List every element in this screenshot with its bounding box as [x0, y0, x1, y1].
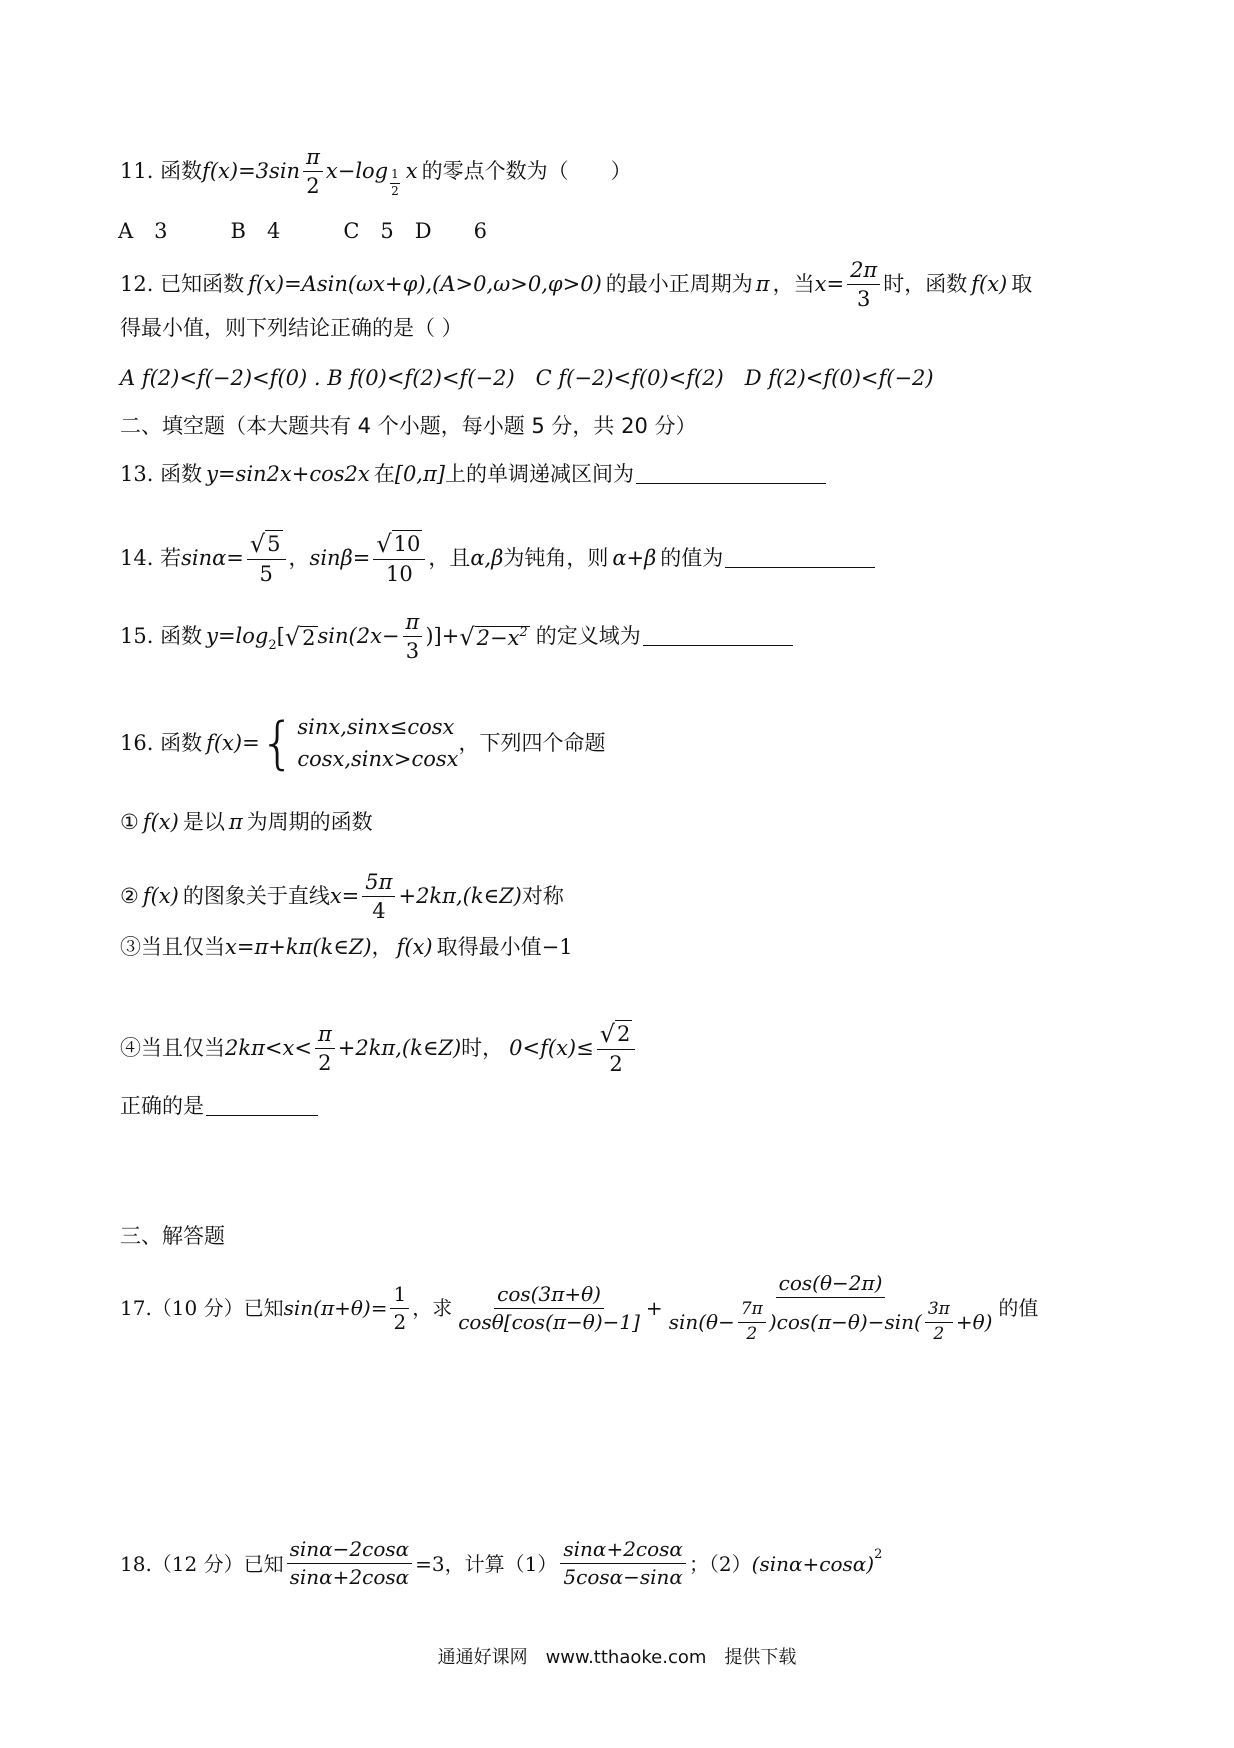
q16-brace-icon: { [259, 710, 296, 776]
q15-suffix: 的定义域为 [535, 624, 641, 649]
q11-formula-mid: x−log [325, 159, 389, 184]
p4-formula-1: 2kπ<x< [225, 1035, 312, 1060]
q14-suffix: 的值为 [660, 545, 724, 570]
q11-formula-end: x [405, 159, 418, 184]
q17-fraction-1 [455, 1283, 643, 1334]
page-footer: 通通好课网 www.tthaoke.com 提供下载 [437, 1647, 797, 1668]
q16-case-1: sinx,sinx≤cosx [297, 715, 455, 739]
question-12 [120, 258, 1032, 311]
q18-c2-exponent: 2 [874, 1547, 883, 1562]
p2-frac-den: 4 [372, 899, 386, 924]
question-14 [120, 530, 875, 586]
q14-frac-a-den: 5 [259, 562, 273, 587]
q16-proposition-3 [120, 937, 573, 958]
q12-prefix: 12. 已知函数 [120, 272, 245, 297]
p4-sqrt-frac-den: 2 [609, 1052, 623, 1077]
q15-open-bracket: [ [276, 624, 285, 649]
q16-answer-label: 正确的是 [120, 1094, 204, 1118]
q16-answer-blank[interactable] [206, 1097, 318, 1116]
q16-prefix: 16. 函数 [120, 731, 203, 755]
q18-given-rhs: =3 [415, 1551, 445, 1576]
p2-fraction [362, 870, 395, 923]
q13-interval: [0,π] [394, 462, 445, 486]
q12-fx: f(x) [971, 272, 1008, 297]
p3-formula: x=π+kπ(k∈Z) [225, 935, 372, 959]
q12-frac-num: 2π [847, 258, 880, 285]
q18-c2: (sinα+cosα) [751, 1551, 875, 1576]
question-13 [120, 464, 826, 485]
q15-fraction [403, 610, 423, 663]
q18-c1-num: sinα+2cosα [560, 1538, 686, 1564]
q15-close: )]+ [425, 624, 460, 649]
q16-proposition-2 [120, 870, 564, 923]
p1-mark: ① [120, 810, 139, 834]
q13-mid: 在 [373, 462, 395, 486]
q17-f2-num: cos(θ−2π) [776, 1272, 886, 1298]
q15-log-base: 2 [268, 638, 277, 654]
q15-prefix: 15. 函数 [120, 624, 203, 649]
q11-frac-den: 2 [306, 174, 320, 199]
q14-frac-a [247, 530, 286, 586]
q17-fraction-2 [666, 1272, 996, 1344]
q15-sqrt2: √ 2 [284, 622, 316, 651]
p2-fx: f(x) [142, 884, 179, 909]
p4-text: ④当且仅当 [120, 1035, 225, 1060]
q12-fraction [847, 258, 880, 311]
q16-proposition-1 [120, 812, 373, 833]
q18-prefix: 18.（12 分）已知 [120, 1551, 284, 1576]
q17-f2-den: sin(θ− $\frac{7\pi}{2}$ )cos(π−θ)−sin( $\frac{3\pi}{2}$ +θ) [668, 1299, 993, 1344]
q16-suffix: ，下列四个命题 [458, 731, 606, 755]
q13-suffix: 上的单调递减区间为 [444, 462, 634, 486]
q12-text-b: 的最小正周期为 [605, 272, 753, 297]
p3-value: −1 [541, 935, 573, 959]
q18-c1-den: 5cosα−sinα [563, 1565, 683, 1589]
q14-sum: α+β [612, 545, 657, 570]
q15-frac-den: 3 [405, 639, 420, 664]
q17-given-den: 2 [393, 1309, 407, 1334]
q15-exponent: 2 [519, 624, 528, 640]
section-2-title: 二、填空题（本大题共有 4 个小题，每小题 5 分，共 20 分） [120, 414, 697, 438]
p1-text-2: 为周期的函数 [246, 810, 373, 834]
q15-sin-part: sin(2x− [317, 624, 400, 649]
q16-cases [297, 712, 458, 775]
q11-frac-num: π [303, 145, 323, 172]
q14-sqrt-b: √ 10 [376, 530, 421, 559]
q16-proposition-4 [120, 1020, 638, 1076]
question-17 [120, 1272, 1038, 1344]
q17-given-num: 1 [390, 1283, 409, 1309]
q14-frac-b-den: 10 [385, 562, 413, 587]
p3-comma: ， [371, 935, 393, 959]
q17-given-fraction [390, 1283, 409, 1334]
p4-formula-3: 0<f(x)≤ [509, 1035, 594, 1060]
q11-log-base-den: 2 [391, 184, 399, 199]
q14-sin-a: sinα= [181, 545, 244, 570]
p1-pi: π [228, 810, 243, 834]
q12-options: A f(2)<f(−2)<f(0) . B f(0)<f(2)<f(−2) C f(−2)<f(0)<f(2) D f(2)<f(0)<f(−2) [120, 366, 934, 390]
q11-prefix: 11. 函数 [120, 159, 203, 184]
q17-f2-den-frac-2: $\frac{3\pi}{2}$ [925, 1300, 953, 1344]
q11-formula-lhs: f(x)=3sin [202, 159, 301, 184]
q15-y-log: y=log [206, 624, 269, 649]
q13-formula: y=sin2x+cos2x [206, 462, 370, 486]
q14-mid2: 为钝角，则 [503, 545, 609, 570]
q18-mid: ，计算（1） [444, 1551, 558, 1576]
p4-text-2: 时， [461, 1035, 504, 1060]
q11-log-base [390, 168, 400, 199]
q14-comma: ， [288, 545, 310, 570]
q17-given-lhs: sin(π+θ)= [283, 1296, 388, 1321]
q18-given-fraction [287, 1538, 413, 1589]
q12-frac-den: 3 [856, 287, 871, 312]
p4-frac-den: 2 [318, 1050, 332, 1075]
p4-fraction [315, 1022, 335, 1075]
q14-mid: ，且 [428, 545, 471, 570]
q11-suffix: 的零点个数为（ ） [421, 159, 632, 184]
p3-text: ③当且仅当 [120, 935, 225, 959]
p1-fx: f(x) [142, 810, 179, 834]
q17-f2-den-frac-1: $\frac{7\pi}{2}$ [738, 1300, 766, 1344]
q18-given-den: sinα+2cosα [289, 1565, 410, 1589]
p4-sqrt: √ 2 [599, 1020, 631, 1049]
q14-frac-b [373, 530, 425, 586]
q11-fraction [303, 145, 323, 198]
q17-suffix: 的值 [998, 1296, 1039, 1321]
q17-mid: ，求 [412, 1296, 453, 1321]
q11-options: A 3 B 4 C 5 D 6 [118, 219, 487, 243]
q17-f1-num: cos(3π+θ) [494, 1283, 604, 1309]
p1-text: 是以 [182, 810, 225, 834]
q18-calc-fraction [560, 1538, 686, 1589]
p2-text-2: 对称 [521, 884, 564, 909]
p4-formula-2: +2kπ,(k∈Z) [337, 1035, 462, 1060]
p2-frac-num: 5π [362, 870, 395, 897]
question-15 [120, 610, 793, 663]
question-18 [120, 1538, 882, 1589]
q17-plus: + [645, 1296, 663, 1321]
q16-answer [120, 1096, 318, 1117]
q17-f1-den: cosθ[cos(π−θ)−1] [458, 1309, 640, 1334]
q12-text-e: 取 [1011, 272, 1033, 297]
p2-x: x= [329, 884, 360, 909]
q14-alpha-beta: α,β [470, 545, 504, 570]
q16-fx: f(x)= [206, 731, 260, 755]
q14-sqrt-a: √ 5 [249, 530, 281, 559]
section-3-title: 三、解答题 [120, 1224, 225, 1248]
question-16 [120, 712, 606, 775]
p3-fx: f(x) [396, 935, 433, 959]
q15-sqrt-expr: √ $2-x^2$ [459, 622, 528, 651]
p4-sqrt-fraction [597, 1020, 636, 1076]
q16-case-2: cosx,sinx>cosx [297, 746, 459, 771]
q17-prefix: 17.（10 分）已知 [120, 1296, 284, 1321]
q11-log-base-num: 1 [390, 168, 400, 184]
q12-text-c: ，当 [772, 272, 815, 297]
q18-given-num: sinα−2cosα [287, 1538, 413, 1564]
p3-text-2: 取得最小值 [436, 935, 542, 959]
p2-mark: ② [120, 884, 139, 909]
q12-x: x= [814, 272, 845, 297]
q15-frac-num: π [403, 610, 423, 637]
q12-text-d: 时，函数 [883, 272, 968, 297]
q12-formula: f(x)=Asin(ωx+φ),(A>0,ω>0,φ>0) [248, 272, 602, 297]
q14-prefix: 14. 若 [120, 545, 182, 570]
q14-sin-b: sinβ= [309, 545, 371, 570]
q15-answer-blank[interactable] [643, 627, 793, 646]
q14-answer-blank[interactable] [725, 549, 875, 568]
q12-line2: 得最小值，则下列结论正确的是（ ） [120, 316, 463, 340]
q13-answer-blank[interactable] [636, 465, 826, 484]
q13-prefix: 13. 函数 [120, 462, 203, 486]
p4-frac-num: π [315, 1022, 335, 1049]
p2-rest: +2kπ,(k∈Z) [398, 884, 522, 909]
p2-text: 的图象关于直线 [182, 884, 330, 909]
q18-mid2: ；（2） [688, 1551, 752, 1576]
q12-pi: π [755, 272, 770, 297]
question-11 [120, 145, 632, 198]
